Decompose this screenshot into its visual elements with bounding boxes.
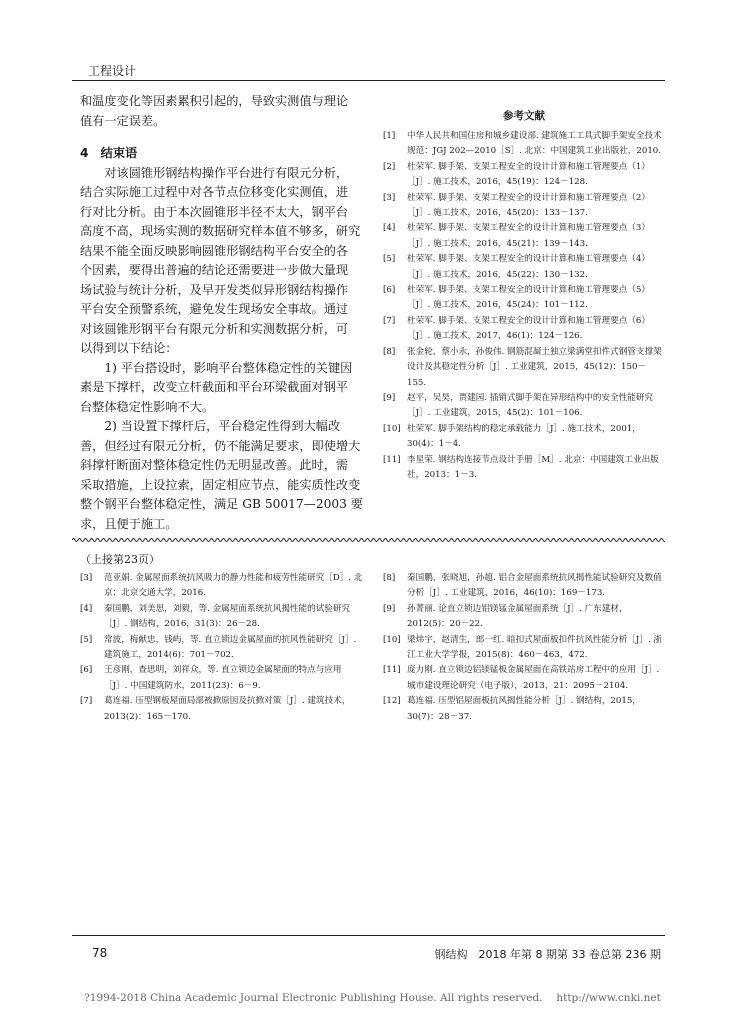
reference-text: 杜荣军. 脚手架、支架工程安全的设计计算和施工管理要点（2）［J］. 施工技术，2016，45(20)：133－137.: [407, 192, 650, 219]
reference-text: 常波，梅献忠，钱屿，等. 直立锁边金属屋面的抗风性能研究［J］. 建筑施工，2014(6)：701－702.: [104, 634, 357, 661]
reference-text: 王彦刚，查思明，刘祥众，等. 直立锁边金属屋面的特点与应用［J］. 中国建筑防水，2011(23)：6－9.: [104, 665, 342, 691]
reference-number: [8]: [383, 346, 396, 357]
body-line: 结合实际施工过程中对各节点位移变化实测值，进: [80, 185, 349, 199]
body-line: 素是下撑杆，改变立杆截面和平台环梁截面对钢平: [80, 380, 349, 394]
body-line: 斜撑杆断面对整体稳定性仍无明显改善。此时，需: [80, 458, 349, 472]
reference-number: [6]: [383, 285, 396, 296]
reference-number: [3]: [383, 192, 396, 203]
reference-item: [383, 391, 665, 422]
reference-text: 梁炜宇，赵清生，郎一红. 暗扣式屋面板扣件抗风性能分析［J］. 浙江工业大学学报，2015(8)：460－463，472.: [407, 634, 662, 661]
references-list: [383, 129, 665, 483]
reference-item: [383, 422, 665, 453]
reference-text: 杜荣军. 脚手架、支架工程安全的设计计算和施工管理要点（4）［J］. 施工技术，2016，45(22)：130－132.: [407, 254, 650, 280]
reference-number: [9]: [383, 392, 396, 403]
reference-item: [383, 602, 665, 633]
reference-text: 杜荣军. 脚手架、支架工程安全的设计计算和施工管理要点（1）［J］. 施工技术，2016，45(19)：124－128.: [407, 161, 650, 188]
conclusion-point-1: [80, 359, 370, 418]
reference-number: [4]: [383, 223, 396, 234]
body-line: 个因素，要得出普遍的结论还需要进一步做大量现: [80, 263, 349, 277]
body-line: 善，但经过有限元分析，仍不能满足要求，即使增大: [80, 438, 361, 453]
reference-item: [383, 191, 665, 222]
reference-item: [383, 571, 665, 602]
body-line: 值有一定误差。: [80, 113, 166, 128]
reference-item: [383, 129, 665, 160]
body-line: 行对比分析。由于本次圆锥形半径不太大，钢平台: [80, 204, 349, 219]
body-line: 对该圆锥形钢结构操作平台进行有限元分析，: [80, 165, 349, 180]
reference-text: 李星荣. 钢结构连接节点设计手册［M］. 北京：中国建筑工业出版社，2013：1－3.: [407, 454, 659, 480]
reference-text: 范亚娟. 金属屋面系统抗风吸力的静力性能和疲劳性能研究［D］. 北京：北京交通大学，2016.: [104, 573, 363, 599]
reference-item: [383, 345, 665, 391]
reference-number: [10]: [383, 423, 401, 434]
reference-text: 杜荣军. 脚手架、支架工程安全的设计计算和施工管理要点（3）［J］. 施工技术，2016，45(21)：139－143.: [407, 223, 650, 249]
conclusion-point-2: [80, 417, 370, 534]
reference-number: [4]: [80, 603, 93, 614]
wavy-separator: [72, 536, 665, 544]
body-line: 采取措施，上设拉索，固定相应节点，能实质性改变: [80, 477, 361, 492]
reference-text: 葛连福. 压型钢板屋面局部被掀原因及抗掀对策［J］. 建筑技术，2013(2)：165－170.: [104, 696, 351, 722]
page-number: 78: [92, 946, 108, 960]
reference-number: [9]: [383, 603, 396, 614]
body-line: 结果不能全面反映影响圆锥形钢结构平台安全的各: [80, 243, 349, 258]
body-line: 场试验与统计分析，及早开发类似异形钢结构操作: [80, 282, 349, 297]
reference-item: [383, 221, 665, 252]
copyright-notice: ?1994-2018 China Academic Journal Electronic Publishing House. All rights reserved. http://www.cnki.net: [84, 992, 661, 1004]
header-rule: [72, 80, 665, 81]
references-section: [383, 108, 665, 483]
reference-item: [80, 633, 363, 664]
section-header-title: 工程设计: [88, 64, 137, 78]
reference-item: [383, 252, 665, 283]
reference-item: [383, 663, 665, 694]
journal-info: 钢结构 2018 年第 8 期第 33 卷总第 236 期: [434, 948, 661, 961]
reference-number: [1]: [383, 131, 396, 141]
reference-item: [383, 283, 665, 314]
reference-text: 杜荣军. 脚手架、支架工程安全的设计计算和施工管理要点（5）［J］. 施工技术，2016，45(24)：101－112.: [407, 285, 650, 311]
reference-number: [11]: [383, 665, 401, 676]
left-column: [80, 92, 370, 534]
continued-right-list: [383, 571, 665, 725]
reference-number: [8]: [383, 573, 396, 583]
body-line: 以得到以下结论：: [80, 341, 178, 355]
reference-item: [383, 314, 665, 345]
reference-number: [5]: [80, 634, 93, 645]
reference-text: 张金轮，蔡小永，孙俊伟. 钢筋混凝土独立梁满堂扣件式钢管支撑架设计及其稳定性分析［J］. 工业建筑，2015，45(12)：150－155.: [407, 346, 662, 388]
body-line: 台整体稳定性影响不大。: [80, 399, 215, 414]
reference-number: [6]: [80, 665, 93, 676]
body-line: 1) 平台搭设时，影响平台整体稳定性的关键因: [80, 360, 353, 375]
reference-text: 赵平，吴昊，贾建园. 插销式脚手架在异形结构中的安全性能研究［J］. 工业建筑，2015，45(2)：101－106.: [407, 392, 654, 419]
reference-item: [383, 633, 665, 664]
body-line: 整个钢平台整体稳定性，满足 GB 50017—2003 要: [80, 497, 363, 511]
reference-text: 孙菁丽. 论直立锁边铝镁锰金属屋面系统［J］. 广东建材，2012(5)：20－22.: [407, 603, 628, 630]
reference-text: 杜荣军. 脚手架结构的稳定承载能力［J］. 施工技术，2001，30(4)：1－4.: [407, 423, 641, 450]
reference-item: [80, 694, 363, 725]
section-heading: 4 结束语: [80, 146, 138, 160]
reference-item: [80, 571, 363, 602]
footer-rule: [72, 935, 665, 936]
reference-item: [383, 160, 665, 191]
body-line: 求，且便于施工。: [80, 516, 178, 531]
conclusion-paragraph: [80, 164, 370, 359]
reference-item: [383, 694, 665, 725]
reference-number: [2]: [383, 161, 396, 172]
intro-paragraph: [80, 92, 370, 131]
reference-text: 秦国鹏，张晓旭，孙超. 铝合金屋面系统抗风揭性能试验研究及数值分析［J］. 工业建筑，2016，46(10)：169－173.: [407, 573, 662, 599]
continued-left-list: [80, 571, 363, 725]
reference-item: [383, 453, 665, 484]
reference-number: [5]: [383, 254, 396, 265]
reference-text: 葛连福. 压型铝屋面板抗风揭性能分析［J］. 钢结构，2015，30(7)：28－37.: [407, 696, 641, 722]
reference-item: [80, 663, 363, 694]
reference-item: [80, 602, 363, 633]
reference-number: [3]: [80, 573, 93, 583]
reference-number: [12]: [383, 696, 401, 707]
reference-number: [10]: [383, 634, 401, 645]
reference-text: 中华人民共和国住房和城乡建设部. 建筑施工工具式脚手架安全技术规范：JGJ 202—2010［S］. 北京：中国建筑工业出版社，2010.: [407, 131, 662, 157]
continued-heading: （上接第23页）: [80, 553, 160, 566]
reference-text: 杜荣军. 脚手架、支架工程安全的设计计算和施工管理要点（6）［J］. 施工技术，2017，46(1)：124－126.: [407, 315, 650, 342]
reference-number: [7]: [383, 315, 396, 326]
body-line: 和温度变化等因素累积引起的，导致实测值与理论: [80, 94, 349, 108]
reference-number: [11]: [383, 454, 401, 465]
body-line: 高度不高，现场实测的数据研究样本值不够多，研究: [80, 224, 361, 238]
reference-text: 庞力刚. 直立锁边铝镁锰板金属屋面在高铁站房工程中的应用［J］. 城市建设理论研究（电子版），2013，21：2095－2104.: [407, 665, 660, 691]
references-title: 参考文献: [503, 110, 545, 122]
reference-number: [7]: [80, 696, 93, 707]
body-line: 2) 当设置下撑杆后，平台稳定性得到大幅改: [80, 419, 341, 433]
reference-text: 秦国鹏，刘美思，刘毅，等. 金属屋面系统抗风揭性能的试验研究［J］. 钢结构，2016，31(3)：26－28.: [104, 603, 351, 630]
body-line: 对该圆锥形钢平台有限元分析和实测数据分析，可: [80, 321, 349, 336]
body-line: 平台安全预警系统，避免发生现场安全事故。通过: [80, 302, 349, 316]
